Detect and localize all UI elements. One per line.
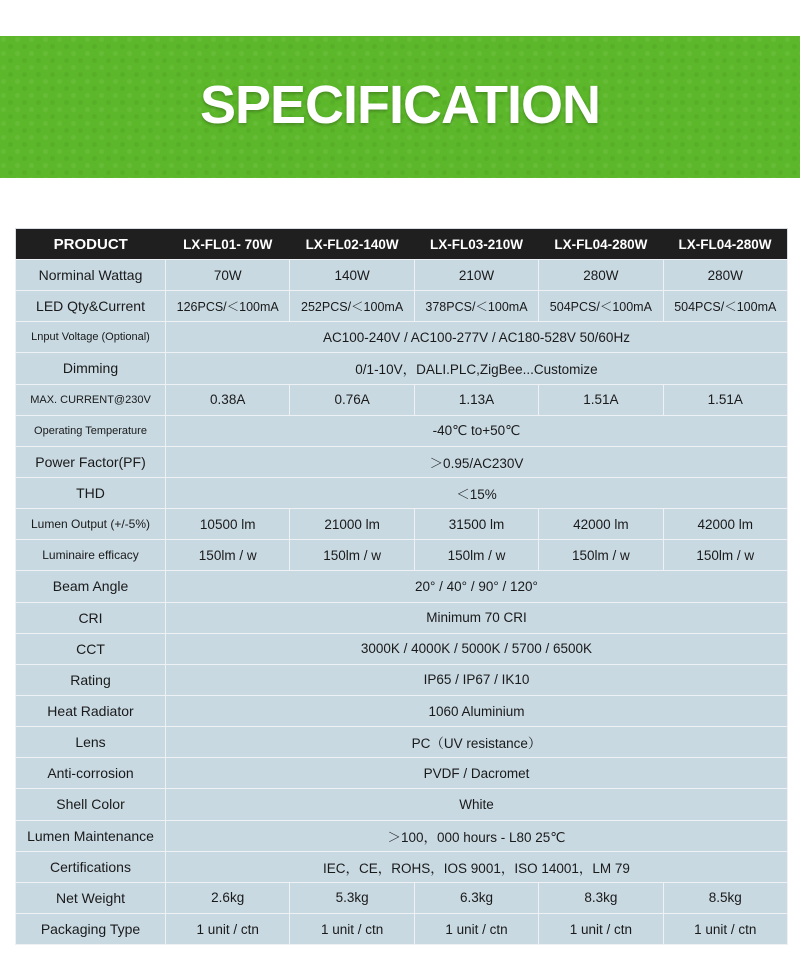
spec-label: Lumen Maintenance — [16, 820, 166, 851]
spec-value: -40℃ to+50℃ — [166, 415, 788, 446]
header-cell-product: PRODUCT — [16, 229, 166, 260]
header-cell-model: LX-FL02-140W — [290, 229, 414, 260]
table-row — [16, 602, 788, 633]
spec-label: Luminaire efficacy — [16, 540, 166, 571]
table-row — [16, 727, 788, 758]
table-row — [16, 758, 788, 789]
spec-label: Dimming — [16, 353, 166, 384]
table-row — [16, 882, 788, 913]
spec-value: White — [166, 789, 788, 820]
spec-value: Minimum 70 CRI — [166, 602, 788, 633]
spec-value: IEC，CE，ROHS，IOS 9001，ISO 14001，LM 79 — [166, 851, 788, 882]
spec-value: 3000K / 4000K / 5000K / 5700 / 6500K — [166, 633, 788, 664]
spec-value: 280W — [663, 260, 787, 291]
spec-label: MAX. CURRENT@230V — [16, 384, 166, 415]
spec-label: Lumen Output (+/-5%) — [16, 509, 166, 540]
spec-value: 42000 lm — [539, 509, 663, 540]
spec-value: ＞100，000 hours - L80 25℃ — [166, 820, 788, 851]
spec-value: 150lm / w — [290, 540, 414, 571]
spec-value: 280W — [539, 260, 663, 291]
table-row — [16, 477, 788, 508]
spec-value: 1 unit / ctn — [166, 913, 290, 944]
spec-label: Certifications — [16, 851, 166, 882]
table-row — [16, 633, 788, 664]
spec-value: 21000 lm — [290, 509, 414, 540]
spec-value: 1 unit / ctn — [290, 913, 414, 944]
spec-label: Packaging Type — [16, 913, 166, 944]
spec-label: Power Factor(PF) — [16, 446, 166, 477]
spec-value: 42000 lm — [663, 509, 787, 540]
spec-value: 150lm / w — [414, 540, 538, 571]
spec-label: THD — [16, 477, 166, 508]
spec-value: 1.51A — [663, 384, 787, 415]
spec-value: 0.38A — [166, 384, 290, 415]
spec-label: CRI — [16, 602, 166, 633]
spec-label: LED Qty&Current — [16, 291, 166, 322]
spec-label: Lens — [16, 727, 166, 758]
spec-label: Beam Angle — [16, 571, 166, 602]
spec-value: 1060 Aluminium — [166, 695, 788, 726]
table-row — [16, 322, 788, 353]
table-row — [16, 260, 788, 291]
spec-label: Lnput Voltage (Optional) — [16, 322, 166, 353]
table-row — [16, 664, 788, 695]
spec-value: 504PCS/＜100mA — [539, 291, 663, 322]
spec-value: 150lm / w — [539, 540, 663, 571]
spec-value: IP65 / IP67 / IK10 — [166, 664, 788, 695]
page-title: SPECIFICATION — [199, 75, 600, 135]
table-row — [16, 571, 788, 602]
spec-value: 1 unit / ctn — [539, 913, 663, 944]
spec-value: ＜15% — [166, 477, 788, 508]
spec-value: 0/1-10V，DALI.PLC,ZigBee...Customize — [166, 353, 788, 384]
spec-label: Anti-corrosion — [16, 758, 166, 789]
table-row — [16, 353, 788, 384]
spec-value: 5.3kg — [290, 882, 414, 913]
banner — [0, 36, 800, 178]
spec-value: 10500 lm — [166, 509, 290, 540]
table-row — [16, 384, 788, 415]
spec-value: 210W — [414, 260, 538, 291]
spec-value: AC100-240V / AC100-277V / AC180-528V 50/60Hz — [166, 322, 788, 353]
spec-label: Rating — [16, 664, 166, 695]
table-row — [16, 851, 788, 882]
table-row — [16, 540, 788, 571]
spec-table — [15, 228, 788, 945]
header-cell-model: LX-FL04-280W — [539, 229, 663, 260]
table-row — [16, 446, 788, 477]
spec-value: 8.5kg — [663, 882, 787, 913]
spec-value: 31500 lm — [414, 509, 538, 540]
spec-value: 2.6kg — [166, 882, 290, 913]
spec-label: CCT — [16, 633, 166, 664]
spec-value: 1 unit / ctn — [663, 913, 787, 944]
spec-label: Heat Radiator — [16, 695, 166, 726]
spec-value: 0.76A — [290, 384, 414, 415]
spec-value: 150lm / w — [663, 540, 787, 571]
spec-value: 70W — [166, 260, 290, 291]
spec-value: 150lm / w — [166, 540, 290, 571]
spec-label: Operating Temperature — [16, 415, 166, 446]
header-cell-model: LX-FL04-280W — [663, 229, 787, 260]
spec-value: ＞0.95/AC230V — [166, 446, 788, 477]
spec-value: 140W — [290, 260, 414, 291]
spec-value: 126PCS/＜100mA — [166, 291, 290, 322]
table-row — [16, 913, 788, 944]
table-row — [16, 291, 788, 322]
header-cell-model: LX-FL03-210W — [414, 229, 538, 260]
table-row — [16, 415, 788, 446]
header-cell-model: LX-FL01- 70W — [166, 229, 290, 260]
table-header-row — [16, 229, 788, 260]
spec-label: Norminal Wattag — [16, 260, 166, 291]
spec-value: 252PCS/＜100mA — [290, 291, 414, 322]
table-row — [16, 695, 788, 726]
spec-value: 8.3kg — [539, 882, 663, 913]
spec-value: 504PCS/＜100mA — [663, 291, 787, 322]
spec-value: PC（UV resistance） — [166, 727, 788, 758]
spec-label: Net Weight — [16, 882, 166, 913]
spec-label: Shell Color — [16, 789, 166, 820]
spec-value: 6.3kg — [414, 882, 538, 913]
spec-value: PVDF / Dacromet — [166, 758, 788, 789]
table-row — [16, 820, 788, 851]
spec-value: 1.51A — [539, 384, 663, 415]
spec-value: 378PCS/＜100mA — [414, 291, 538, 322]
spec-value: 1 unit / ctn — [414, 913, 538, 944]
spec-value: 1.13A — [414, 384, 538, 415]
spec-value: 20° / 40° / 90° / 120° — [166, 571, 788, 602]
table-row — [16, 789, 788, 820]
table-row — [16, 509, 788, 540]
table-body — [16, 260, 788, 945]
